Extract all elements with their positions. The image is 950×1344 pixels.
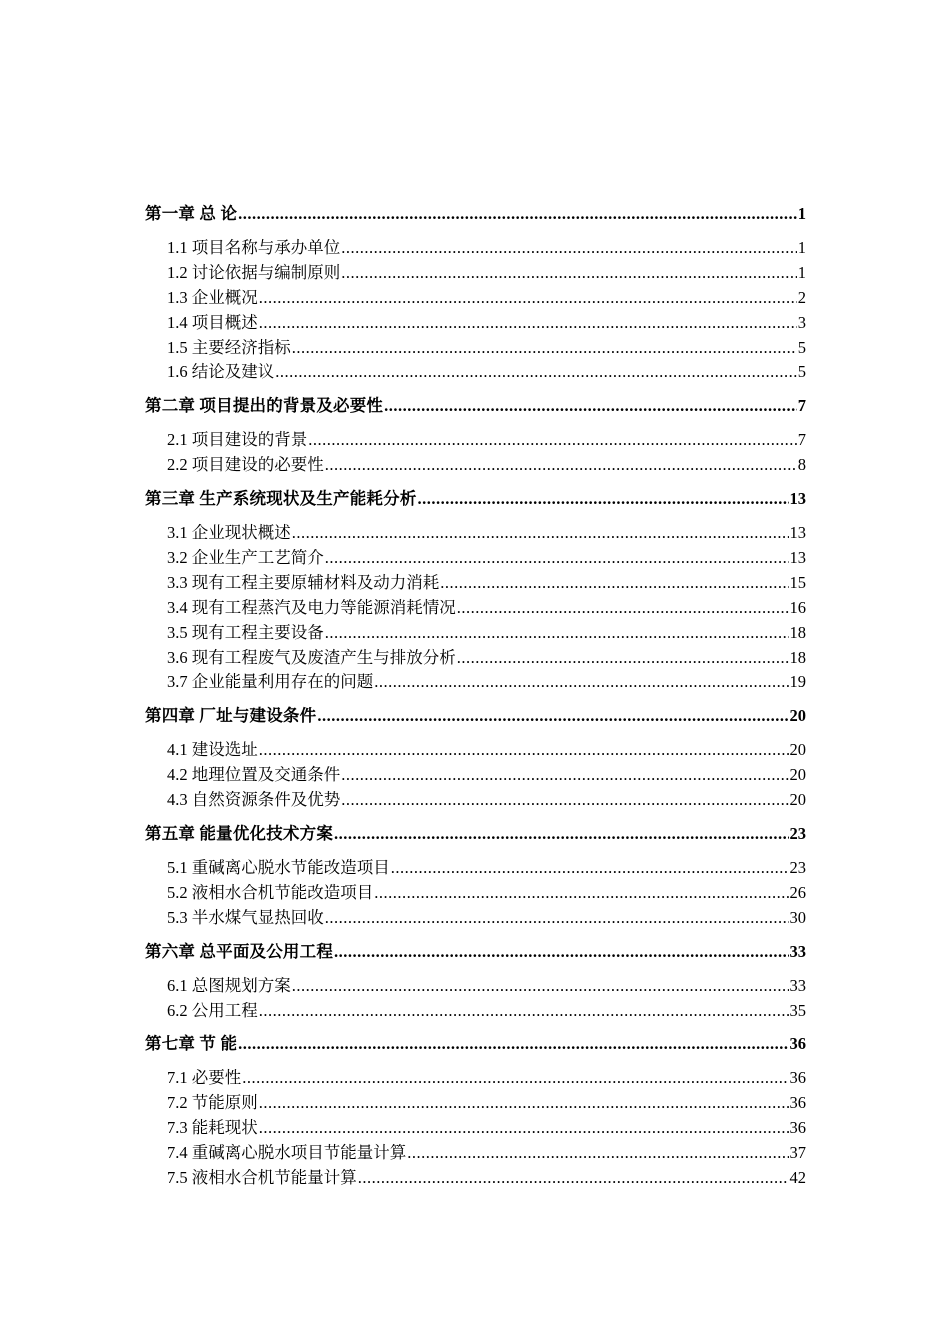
toc-entry-title: 3.1 企业现状概述 bbox=[167, 523, 291, 543]
toc-page-number: 18 bbox=[789, 622, 806, 642]
dot-leader bbox=[384, 396, 797, 416]
toc-entry-title: 6.2 公用工程 bbox=[167, 1000, 258, 1020]
toc-section-entry[interactable] bbox=[145, 259, 806, 284]
toc-page-number: 42 bbox=[789, 1168, 806, 1188]
toc-entry-title: 3.2 企业生产工艺简介 bbox=[167, 548, 324, 568]
dot-leader bbox=[242, 1068, 788, 1088]
toc-entry-title: 1.6 结论及建议 bbox=[167, 362, 275, 382]
toc-entry-title: 2.1 项目建设的背景 bbox=[167, 430, 308, 450]
toc-entry-title: 5.1 重碱离心脱水节能改造项目 bbox=[167, 858, 390, 878]
toc-page-number: 3 bbox=[797, 312, 806, 332]
dot-leader bbox=[325, 455, 797, 475]
toc-entry-title: 5.2 液相水合机节能改造项目 bbox=[167, 882, 374, 902]
toc-page-number: 35 bbox=[789, 1000, 806, 1020]
toc-entry-title: 4.1 建设选址 bbox=[167, 740, 258, 760]
toc-section-entry[interactable] bbox=[145, 904, 806, 929]
toc-page-number: 18 bbox=[789, 647, 806, 667]
dot-leader bbox=[374, 672, 788, 692]
toc-section-entry[interactable] bbox=[145, 569, 806, 594]
toc-page-number: 36 bbox=[789, 1034, 806, 1054]
toc-entry-title: 3.4 现有工程蒸汽及电力等能源消耗情况 bbox=[167, 597, 456, 617]
toc-page-number: 36 bbox=[789, 1118, 806, 1138]
toc-page-number: 7 bbox=[797, 396, 806, 416]
toc-page-number: 2 bbox=[797, 287, 806, 307]
toc-entry-title: 第二章 项目提出的背景及必要性 bbox=[145, 396, 384, 416]
toc-section-entry[interactable] bbox=[145, 1139, 806, 1164]
toc-section-entry[interactable] bbox=[145, 972, 806, 997]
dot-leader bbox=[341, 238, 797, 258]
dot-leader bbox=[259, 1118, 789, 1138]
toc-section-entry[interactable] bbox=[145, 234, 806, 259]
toc-section-entry[interactable] bbox=[145, 519, 806, 544]
dot-leader bbox=[391, 858, 789, 878]
toc-entry-title: 第七章 节 能 bbox=[145, 1034, 238, 1054]
toc-entry-title: 3.7 企业能量利用存在的问题 bbox=[167, 672, 374, 692]
toc-section-entry[interactable] bbox=[145, 786, 806, 811]
dot-leader bbox=[334, 942, 788, 962]
toc-chapter-entry[interactable] bbox=[145, 702, 806, 727]
dot-leader bbox=[259, 1093, 789, 1113]
toc-section-entry[interactable] bbox=[145, 1089, 806, 1114]
toc-entry-title: 第三章 生产系统现状及生产能耗分析 bbox=[145, 489, 417, 509]
toc-chapter-entry[interactable] bbox=[145, 485, 806, 510]
toc-entry-title: 1.5 主要经济指标 bbox=[167, 337, 291, 357]
dot-leader bbox=[292, 976, 789, 996]
dot-leader bbox=[341, 765, 788, 785]
toc-page-number: 33 bbox=[789, 975, 806, 995]
toc-chapter-entry[interactable] bbox=[145, 200, 806, 225]
dot-leader bbox=[457, 648, 789, 668]
toc-entry-title: 1.4 项目概述 bbox=[167, 312, 258, 332]
dot-leader bbox=[259, 288, 797, 308]
toc-section-entry[interactable] bbox=[145, 309, 806, 334]
toc-entry-title: 3.6 现有工程废气及废渣产生与排放分析 bbox=[167, 647, 456, 667]
toc-section-entry[interactable] bbox=[145, 594, 806, 619]
toc-entry-title: 4.2 地理位置及交通条件 bbox=[167, 765, 341, 785]
toc-section-entry[interactable] bbox=[145, 736, 806, 761]
toc-entry-title: 第四章 厂址与建设条件 bbox=[145, 706, 317, 726]
dot-leader bbox=[457, 598, 789, 618]
table-of-contents bbox=[145, 200, 806, 1189]
toc-page-number: 23 bbox=[789, 824, 806, 844]
toc-page-number: 19 bbox=[789, 672, 806, 692]
toc-entry-title: 第五章 能量优化技术方案 bbox=[145, 824, 334, 844]
toc-section-entry[interactable] bbox=[145, 1114, 806, 1139]
dot-leader bbox=[317, 706, 788, 726]
dot-leader bbox=[358, 1168, 789, 1188]
toc-entry-title: 4.3 自然资源条件及优势 bbox=[167, 790, 341, 810]
toc-entry-title: 2.2 项目建设的必要性 bbox=[167, 455, 324, 475]
toc-section-entry[interactable] bbox=[145, 426, 806, 451]
toc-entry-title: 3.3 现有工程主要原辅材料及动力消耗 bbox=[167, 572, 440, 592]
toc-section-entry[interactable] bbox=[145, 1164, 806, 1189]
toc-page-number: 30 bbox=[789, 907, 806, 927]
toc-section-entry[interactable] bbox=[145, 358, 806, 383]
toc-chapter-entry[interactable] bbox=[145, 392, 806, 417]
dot-leader bbox=[374, 883, 788, 903]
toc-page-number: 13 bbox=[789, 489, 806, 509]
toc-entry-title: 1.2 讨论依据与编制原则 bbox=[167, 262, 341, 282]
toc-section-entry[interactable] bbox=[145, 644, 806, 669]
dot-leader bbox=[418, 489, 789, 509]
toc-page-number: 16 bbox=[789, 597, 806, 617]
toc-page-number: 1 bbox=[797, 262, 806, 282]
dot-leader bbox=[238, 1034, 788, 1054]
dot-leader bbox=[259, 1001, 789, 1021]
toc-page-number: 26 bbox=[789, 882, 806, 902]
dot-leader bbox=[238, 204, 797, 224]
dot-leader bbox=[259, 313, 797, 333]
dot-leader bbox=[334, 824, 788, 844]
dot-leader bbox=[308, 430, 797, 450]
dot-leader bbox=[275, 362, 797, 382]
toc-chapter-entry[interactable] bbox=[145, 938, 806, 963]
dot-leader bbox=[259, 740, 789, 760]
toc-entry-title: 5.3 半水煤气显热回收 bbox=[167, 907, 324, 927]
toc-entry-title: 第六章 总平面及公用工程 bbox=[145, 941, 334, 961]
toc-page-number: 36 bbox=[789, 1068, 806, 1088]
toc-entry-title: 第一章 总 论 bbox=[145, 204, 238, 223]
toc-section-entry[interactable] bbox=[145, 284, 806, 309]
toc-page-number: 20 bbox=[789, 765, 806, 785]
toc-section-entry[interactable] bbox=[145, 451, 806, 476]
toc-section-entry[interactable] bbox=[145, 879, 806, 904]
toc-entry-title: 7.1 必要性 bbox=[167, 1068, 242, 1088]
toc-page-number: 20 bbox=[789, 740, 806, 760]
toc-section-entry[interactable] bbox=[145, 761, 806, 786]
toc-entry-title: 7.4 重碱离心脱水项目节能量计算 bbox=[167, 1143, 407, 1163]
dot-leader bbox=[341, 263, 797, 283]
toc-entry-title: 7.2 节能原则 bbox=[167, 1093, 258, 1113]
toc-entry-title: 3.5 现有工程主要设备 bbox=[167, 622, 324, 642]
toc-page-number: 5 bbox=[797, 362, 806, 382]
toc-page-number: 13 bbox=[789, 523, 806, 543]
toc-chapter-entry[interactable] bbox=[145, 820, 806, 845]
toc-page-number: 13 bbox=[789, 548, 806, 568]
toc-page-number: 7 bbox=[797, 430, 806, 450]
toc-section-entry[interactable] bbox=[145, 544, 806, 569]
toc-page-number: 20 bbox=[789, 790, 806, 810]
dot-leader bbox=[325, 623, 789, 643]
toc-entry-title: 1.1 项目名称与承办单位 bbox=[167, 238, 341, 257]
toc-page-number: 20 bbox=[789, 706, 806, 726]
toc-section-entry[interactable] bbox=[145, 334, 806, 359]
toc-page-number: 1 bbox=[797, 238, 806, 257]
toc-page-number: 5 bbox=[797, 337, 806, 357]
dot-leader bbox=[325, 908, 789, 928]
toc-section-entry[interactable] bbox=[145, 619, 806, 644]
toc-page-number: 15 bbox=[789, 572, 806, 592]
toc-section-entry[interactable] bbox=[145, 854, 806, 879]
dot-leader bbox=[292, 523, 789, 543]
toc-entry-title: 7.3 能耗现状 bbox=[167, 1118, 258, 1138]
toc-chapter-entry[interactable] bbox=[145, 1030, 806, 1055]
toc-entry-title: 6.1 总图规划方案 bbox=[167, 975, 291, 995]
toc-entry-title: 7.5 液相水合机节能量计算 bbox=[167, 1168, 357, 1188]
dot-leader bbox=[440, 573, 788, 593]
toc-page-number: 8 bbox=[797, 455, 806, 475]
toc-section-entry[interactable] bbox=[145, 997, 806, 1022]
dot-leader bbox=[292, 338, 797, 358]
dot-leader bbox=[341, 790, 788, 810]
toc-entry-title: 1.3 企业概况 bbox=[167, 287, 258, 307]
dot-leader bbox=[325, 548, 789, 568]
toc-page-number: 23 bbox=[789, 858, 806, 878]
toc-page-number: 37 bbox=[789, 1143, 806, 1163]
dot-leader bbox=[407, 1143, 788, 1163]
toc-page-number: 36 bbox=[789, 1093, 806, 1113]
toc-page-number: 1 bbox=[797, 204, 806, 223]
toc-page-number: 33 bbox=[789, 941, 806, 961]
toc-section-entry[interactable] bbox=[145, 1064, 806, 1089]
toc-section-entry[interactable] bbox=[145, 668, 806, 693]
